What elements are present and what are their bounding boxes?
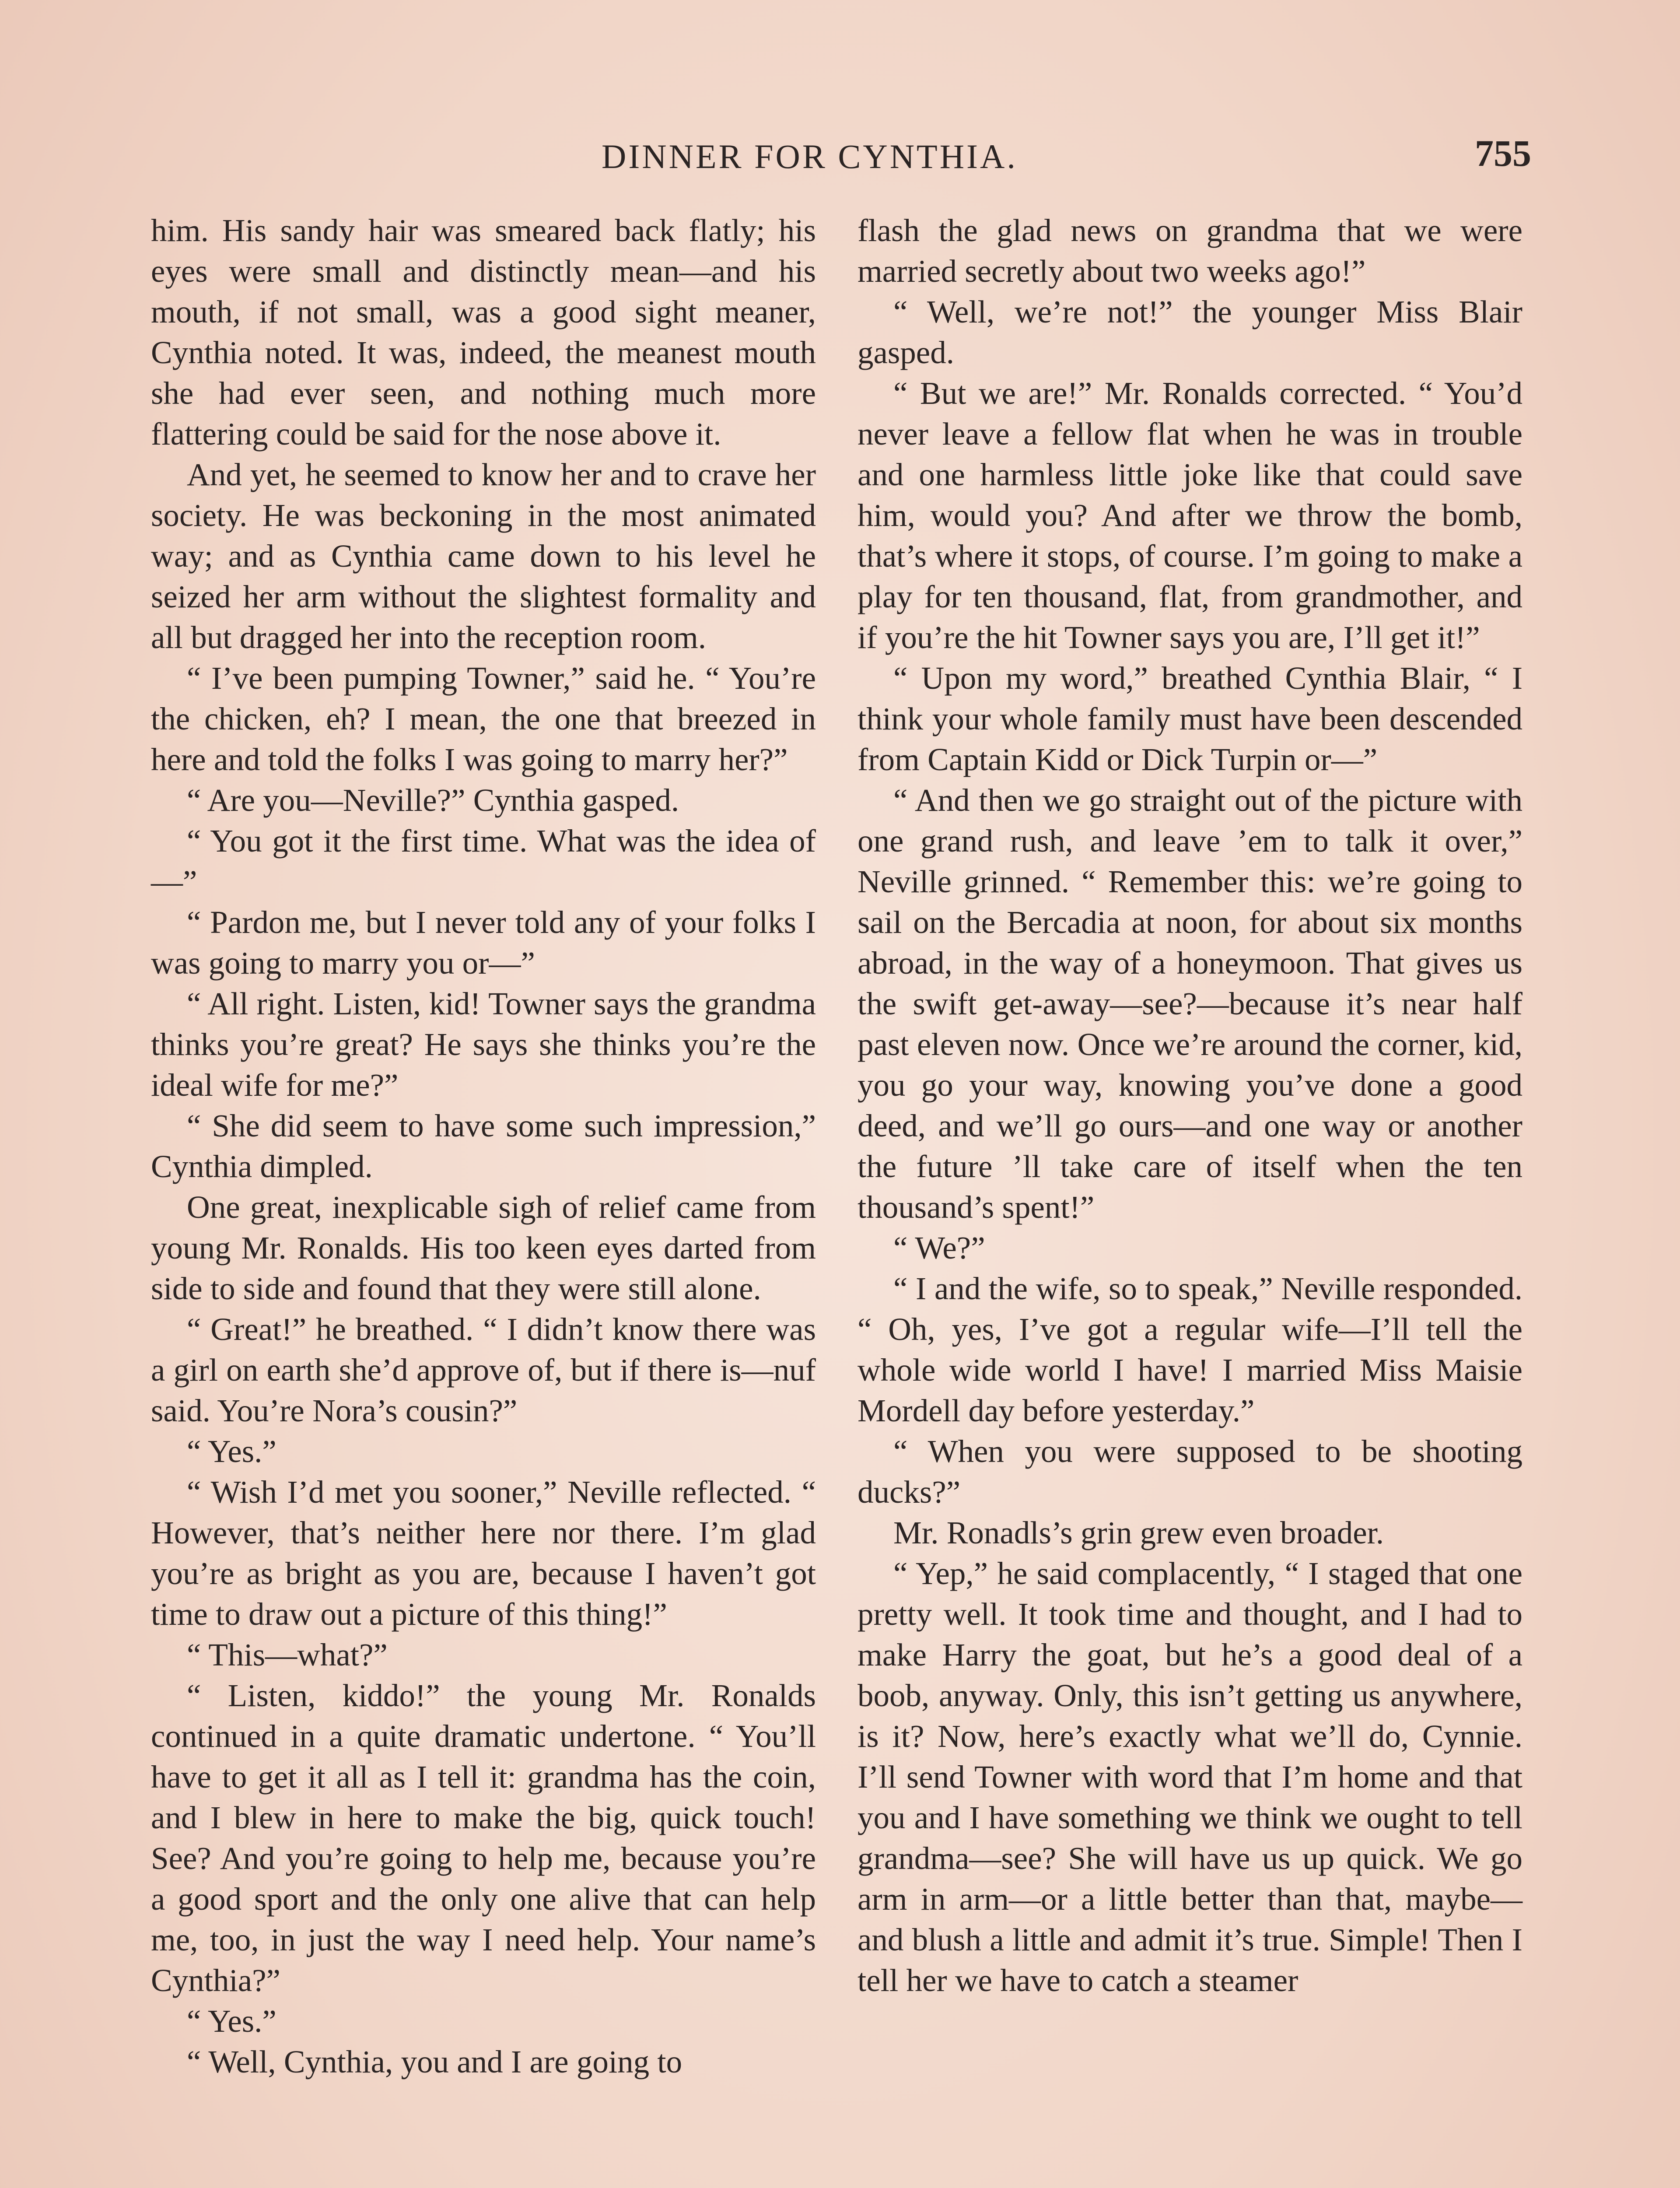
paragraph: “ Great!” he breathed. “ I didn’t know there was a girl on earth she’d approve of, but if there is—nuf said. You’re Nora’s cousin?” <box>151 1311 816 1428</box>
paragraph: “ She did seem to have some such impression,” Cynthia dimpled. <box>151 1108 816 1184</box>
paragraph: One great, inexplicable sigh of relief came from young Mr. Ronalds. His too keen eyes darted from side to side and found that they were still alone. <box>151 1189 816 1306</box>
paragraph: “ I and the wife, so to speak,” Neville responded. “ Oh, yes, I’ve got a regular wife—I’ll tell the whole wide world I have! I married Miss Maisie Mordell day before yesterday.” <box>858 1271 1522 1428</box>
page-number: 755 <box>1475 132 1531 174</box>
paragraph: him. His sandy hair was smeared back flatly; his eyes were small and distinctly mean—and his mouth, if not small, was a good sight meaner, Cynthia noted. It was, indeed, the meanest mouth she had ever seen, and nothing much more flattering could be said for the nose above it. <box>151 213 816 452</box>
left-text-column <box>151 210 816 2082</box>
right-text-column <box>858 210 1522 2001</box>
paragraph: Mr. Ronadls’s grin grew even broader. <box>893 1515 1384 1550</box>
paragraph: “ Pardon me, but I never told any of your folks I was going to marry you or—” <box>151 905 816 981</box>
paragraph: “ This—what?” <box>187 1637 388 1673</box>
paragraph: “ Well, Cynthia, you and I are going to <box>187 2044 682 2079</box>
paragraph: And yet, he seemed to know her and to crave her society. He was beckoning in the most animated way; and as Cynthia came down to his level he seized her arm without the slightest formality and all but dragged her into the reception room. <box>151 457 816 655</box>
paragraph: “ Are you—Neville?” Cynthia gasped. <box>187 782 679 818</box>
paragraph: “ Wish I’d met you sooner,” Neville reflected. “ However, that’s neither here nor there. I’m glad you’re as bright as you are, because I haven’t got time to draw out a picture of this thing!” <box>151 1474 816 1632</box>
paragraph: “ And then we go straight out of the picture with one grand rush, and leave ’em to talk it over,” Neville grinned. “ Remember this: we’re going to sail on the Bercadia at noon, for about six months abroad, in the way of a honeymoon. That gives us the swift get-away—see?—because it’s near half past eleven now. Once we’re around the corner, kid, you go your way, knowing you’ve done a good deed, and we’ll go ours—and one way or another the future ’ll take care of itself when the ten thousand’s spent!” <box>858 782 1522 1225</box>
paragraph: “ We?” <box>893 1230 985 1266</box>
paragraph: “ But we are!” Mr. Ronalds corrected. “ You’d never leave a fellow flat when he was in trouble and one harmless little joke like that could save him, would you? And after we throw the bomb, that’s where it stops, of course. I’m going to make a play for ten thousand, flat, from grandmother, and if you’re the hit Towner says you are, I’ll get it!” <box>858 375 1522 655</box>
paragraph: “ When you were supposed to be shooting ducks?” <box>858 1434 1522 1510</box>
page-header <box>153 131 1531 184</box>
paragraph: “ Yes.” <box>187 1434 276 1469</box>
running-title: DINNER FOR CYNTHIA. <box>602 137 1018 175</box>
paragraph: “ Yep,” he said complacently, “ I staged that one pretty well. It took time and thought, and I had to make Harry the goat, but he’s a good deal of a boob, anyway. Only, this isn’t getting us anywhere, is it? Now, here’s exactly what we’ll do, Cynnie. I’ll send Towner with word that I’m home and that you and I have something we think we ought to tell grandma—see? She will have us up quick. We go arm in arm—or a little better than that, maybe—and blush a little and admit it’s true. Simple! Then I tell her we have to catch a steamer <box>858 1556 1522 1998</box>
paragraph: “ Upon my word,” breathed Cynthia Blair, “ I think your whole family must have been descended from Captain Kidd or Dick Turpin or—” <box>858 660 1522 777</box>
paragraph: “ Well, we’re not!” the younger Miss Blair gasped. <box>858 294 1522 370</box>
paragraph: “ Listen, kiddo!” the young Mr. Ronalds continued in a quite dramatic undertone. “ You’ll have to get it all as I tell it: grandma has the coin, and I blew in here to make the big, quick touch! See? And you’re going to help me, because you’re a good sport and the only one alive that can help me, too, in just the way I need help. Your name’s Cynthia?” <box>151 1678 816 1998</box>
paragraph: “ You got it the first time. What was the idea of—” <box>151 823 816 899</box>
paragraph: flash the glad news on grandma that we were married secretly about two weeks ago!” <box>858 213 1522 289</box>
paragraph: “ I’ve been pumping Towner,” said he. “ You’re the chicken, eh? I mean, the one that breezed in here and told the folks I was going to marry her?” <box>151 660 816 777</box>
paragraph: “ Yes.” <box>187 2003 276 2039</box>
paragraph: “ All right. Listen, kid! Towner says the grandma thinks you’re great? He says she thinks you’re the ideal wife for me?” <box>151 986 816 1103</box>
